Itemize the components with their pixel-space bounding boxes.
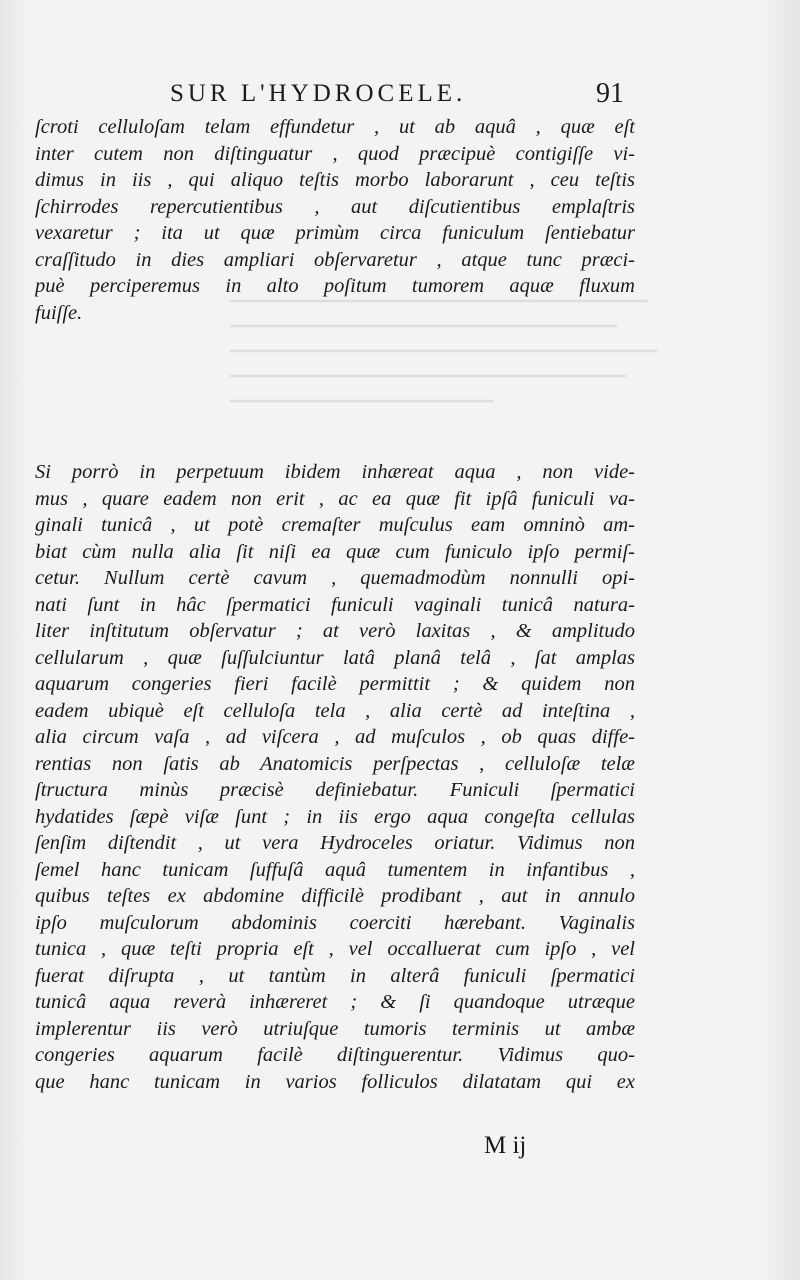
paragraph-1 (35, 114, 635, 326)
text-line: ſenſim diſtendit , ut vera Hydroceles oriatur. Vidimus non (35, 832, 635, 854)
running-head (0, 80, 800, 114)
text-line: ſchirrodes repercutientibus , aut diſcutientibus emplaſtris (35, 195, 635, 218)
text-line: ſtructura minùs præcisè definiebatur. Funiculi ſpermatici (35, 779, 635, 801)
paragraph-2 (35, 459, 635, 1095)
text-line: craſſitudo in dies ampliari obſervaretur , atque tunc præci- (35, 248, 635, 271)
text-line: ſcroti celluloſam telam effundetur , ut ab aquâ , quæ eſt (35, 116, 635, 138)
text-line: tunicâ aqua reverà inhæreret ; & ſi quandoque utræque (35, 991, 635, 1013)
catchword-signature: M ij (484, 1132, 527, 1159)
text-line: inter cutem non diſtinguatur , quod præcipuè contigiſſe vi- (35, 142, 635, 165)
text-line: fuiſſe. (35, 301, 83, 324)
text-line: alia circum vaſa , ad viſcera , ad muſculos , ob quas diffe- (35, 726, 635, 748)
text-line: mus , quare eadem non erit , ac ea quæ fit ipſâ funiculi va- (35, 487, 635, 510)
text-line: ipſo muſculorum abdominis coerciti hærebant. Vaginalis (35, 911, 635, 934)
text-line: fuerat diſrupta , ut tantùm in alterâ funiculi ſpermatici (35, 964, 635, 987)
text-line: quibus teſtes ex abdomine difficilè prodibant , aut in annulo (35, 885, 635, 907)
text-line: ginali tunicâ , ut potè cremaſter muſculus eam omninò am- (35, 514, 635, 536)
text-line: cetur. Nullum certè cavum , quemadmodùm nonnulli opi- (35, 567, 635, 589)
text-line: biat cùm nulla alia ſit niſi ea quæ cum funiculo ipſo permiſ- (35, 540, 635, 563)
text-line: que hanc tunicam in varios folliculos dilatatam qui ex (35, 1070, 635, 1093)
text-line: Si porrò in perpetuum ibidem inhæreat aqua , non vide- (35, 461, 635, 483)
text-line: nati ſunt in hâc ſpermatici funiculi vaginali tunicâ natura- (35, 593, 635, 616)
page-number: 91 (596, 78, 624, 109)
text-line: liter inſtitutum obſervatur ; at verò laxitas , & amplitudo (35, 620, 635, 642)
text-line: puè perciperemus in alto poſitum tumorem aquæ fluxum (35, 275, 635, 297)
text-line: hydatides ſæpè viſæ ſunt ; in iis ergo aqua congeſta cellulas (35, 805, 635, 828)
text-line: rentias non ſatis ab Anatomicis perſpectas , celluloſæ telæ (35, 752, 635, 775)
running-title: SUR L'HYDROCELE. (170, 80, 467, 107)
text-line: ſemel hanc tunicam ſuffuſâ aquâ tumentem in infantibus , (35, 858, 635, 881)
text-line: eadem ubiquè eſt celluloſa tela , alia certè ad inteſtina , (35, 699, 635, 722)
text-line: tunica , quæ teſti propria eſt , vel occalluerat cum ipſo , vel (35, 938, 635, 960)
text-line: aquarum congeries fieri facilè permittit ; & quidem non (35, 673, 635, 695)
text-line: congeries aquarum facilè diſtinguerentur. Vidimus quo- (35, 1044, 635, 1066)
text-line: dimus in iis , qui aliquo teſtis morbo laborarunt , ceu teſtis (35, 169, 635, 191)
text-line: vexaretur ; ita ut quæ primùm circa funiculum ſentiebatur (35, 222, 635, 244)
text-line: cellularum , quæ ſuſſulciuntur latâ planâ telâ , ſat amplas (35, 646, 635, 669)
text-line: implerentur iis verò utriuſque tumoris terminis ut ambæ (35, 1017, 635, 1040)
